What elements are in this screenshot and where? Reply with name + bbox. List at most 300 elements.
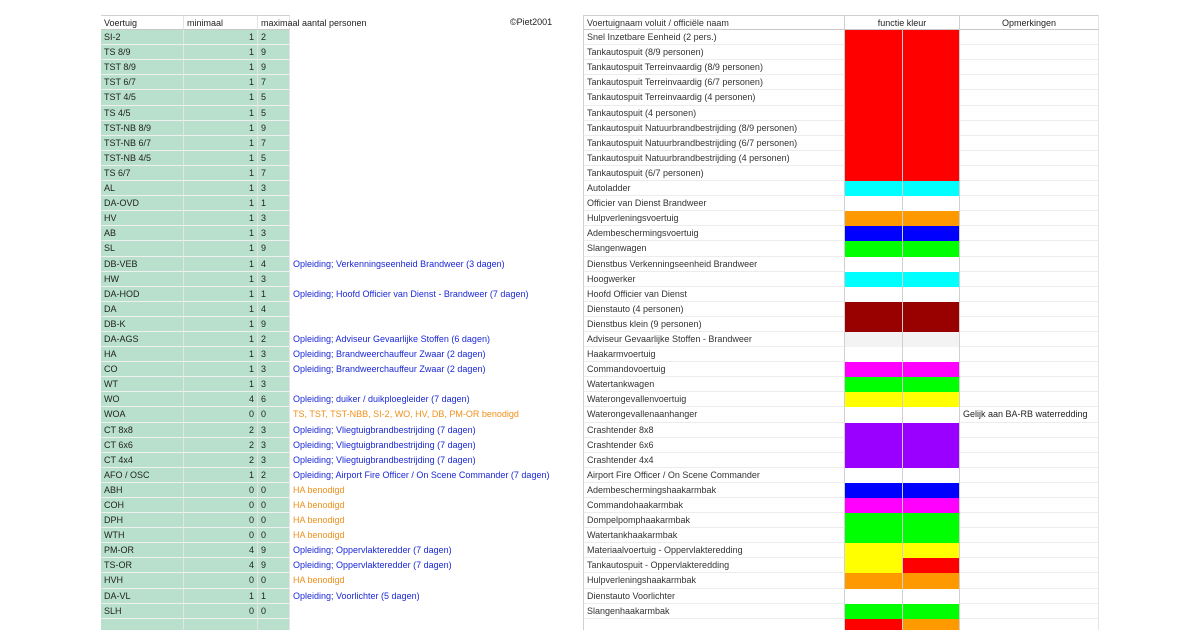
cell-functie-kleur-1[interactable] [845,166,903,181]
cell-voertuig[interactable]: TST-NB 4/5 [101,151,184,166]
cell-maximaal[interactable]: 2 [258,332,290,347]
cell-voertuig[interactable]: TS 4/5 [101,106,184,121]
cell-voertuignaam[interactable]: Tankautospuit Terreinvaardig (4 personen) [583,90,845,105]
cell-functie-kleur-1[interactable] [845,468,903,483]
cell-opmerkingen[interactable] [960,75,1099,90]
cell-maximaal[interactable]: 9 [258,558,290,573]
cell-minimaal[interactable]: 0 [184,513,258,528]
cell-voertuig[interactable]: DB-VEB [101,257,184,272]
cell-voertuig[interactable]: TST 8/9 [101,60,184,75]
cell-opmerkingen[interactable] [960,513,1099,528]
cell-minimaal[interactable]: 0 [184,528,258,543]
cell-voertuignaam[interactable]: Adembeschermingsvoertuig [583,226,845,241]
cell-maximaal[interactable]: 3 [258,377,290,392]
cell-opmerkingen[interactable] [960,302,1099,317]
cell-opmerking-opleiding[interactable] [290,604,583,619]
cell-maximaal[interactable]: 3 [258,347,290,362]
cell-voertuig[interactable]: TS-OR [101,558,184,573]
cell-voertuignaam[interactable]: Haakarmvoertuig [583,347,845,362]
cell-opmerking-opleiding[interactable] [290,211,583,226]
cell-voertuignaam[interactable]: Dienstbus klein (9 personen) [583,317,845,332]
cell-maximaal[interactable]: 6 [258,392,290,407]
cell-opmerkingen[interactable] [960,347,1099,362]
cell-functie-kleur-2[interactable] [903,196,960,211]
cell-opmerking-opleiding[interactable] [290,75,583,90]
cell-maximaal[interactable]: 9 [258,121,290,136]
cell-opmerkingen[interactable] [960,317,1099,332]
cell-functie-kleur-1[interactable] [845,287,903,302]
cell-opmerkingen[interactable] [960,528,1099,543]
cell-maximaal[interactable]: 9 [258,45,290,60]
cell-maximaal[interactable]: 7 [258,166,290,181]
cell-opmerkingen[interactable]: Gelijk aan BA-RB waterredding [960,407,1099,422]
cell-opmerkingen[interactable] [960,392,1099,407]
cell-functie-kleur-2[interactable] [903,302,960,317]
cell-maximaal[interactable]: 3 [258,423,290,438]
cell-opmerking-opleiding[interactable] [290,272,583,287]
cell-maximaal[interactable]: 0 [258,513,290,528]
cell-opmerkingen[interactable] [960,362,1099,377]
cell-opmerkingen[interactable] [960,558,1099,573]
cell-voertuig[interactable]: CT 6x6 [101,438,184,453]
cell-opmerkingen[interactable] [960,121,1099,136]
cell-opmerkingen[interactable] [960,604,1099,619]
cell-opmerking-opleiding[interactable]: HA benodigd [293,515,345,526]
cell-voertuig[interactable]: WOA [101,407,184,422]
cell-opmerking-opleiding[interactable] [290,45,583,60]
cell-maximaal[interactable]: 9 [258,543,290,558]
cell-opmerking-opleiding[interactable] [290,226,583,241]
cell-minimaal[interactable]: 1 [184,106,258,121]
cell-functie-kleur-1[interactable] [845,272,903,287]
cell-voertuignaam[interactable]: Tankautospuit Terreinvaardig (6/7 personen) [583,75,845,90]
cell-functie-kleur-2[interactable] [903,558,960,573]
cell-maximaal[interactable] [258,619,290,630]
cell-voertuignaam[interactable]: Dienstauto (4 personen) [583,302,845,317]
cell-maximaal[interactable]: 1 [258,287,290,302]
cell-functie-kleur-2[interactable] [903,392,960,407]
cell-voertuignaam[interactable]: Tankautospuit (4 personen) [583,106,845,121]
cell-maximaal[interactable]: 5 [258,106,290,121]
cell-functie-kleur-2[interactable] [903,543,960,558]
cell-minimaal[interactable]: 0 [184,407,258,422]
cell-voertuignaam[interactable]: Tankautospuit (6/7 personen) [583,166,845,181]
cell-maximaal[interactable]: 4 [258,302,290,317]
cell-opmerkingen[interactable] [960,287,1099,302]
cell-opmerkingen[interactable] [960,60,1099,75]
cell-maximaal[interactable]: 3 [258,181,290,196]
cell-functie-kleur-1[interactable] [845,121,903,136]
cell-voertuignaam[interactable]: Slangenhaakarmbak [583,604,845,619]
cell-functie-kleur-1[interactable] [845,181,903,196]
cell-minimaal[interactable]: 1 [184,257,258,272]
cell-maximaal[interactable]: 2 [258,468,290,483]
cell-functie-kleur-1[interactable] [845,75,903,90]
cell-voertuig[interactable]: CT 4x4 [101,453,184,468]
cell-opmerking-opleiding[interactable]: Opleiding; Vliegtuigbrandbestrijding (7 dagen) [293,439,476,450]
cell-functie-kleur-1[interactable] [845,453,903,468]
cell-functie-kleur-1[interactable] [845,438,903,453]
cell-maximaal[interactable]: 0 [258,407,290,422]
cell-maximaal[interactable]: 0 [258,483,290,498]
header-functie-kleur[interactable]: functie kleur [845,15,960,30]
cell-minimaal[interactable]: 1 [184,151,258,166]
cell-minimaal[interactable]: 0 [184,604,258,619]
cell-opmerking-opleiding[interactable]: Opleiding; Brandweerchauffeur Zwaar (2 dagen) [293,349,486,360]
cell-maximaal[interactable]: 1 [258,589,290,604]
cell-voertuignaam[interactable]: Tankautospuit Terreinvaardig (8/9 personen) [583,60,845,75]
cell-minimaal[interactable]: 1 [184,272,258,287]
cell-opmerkingen[interactable] [960,272,1099,287]
cell-minimaal[interactable]: 1 [184,166,258,181]
cell-opmerkingen[interactable] [960,151,1099,166]
cell-opmerkingen[interactable] [960,573,1099,588]
cell-voertuignaam[interactable]: Airport Fire Officer / On Scene Commander [583,468,845,483]
cell-voertuignaam[interactable]: Hoofd Officier van Dienst [583,287,845,302]
cell-functie-kleur-1[interactable] [845,543,903,558]
cell-voertuig[interactable]: TST-NB 8/9 [101,121,184,136]
cell-maximaal[interactable]: 7 [258,136,290,151]
cell-voertuig[interactable]: DA-HOD [101,287,184,302]
cell-minimaal[interactable]: 4 [184,543,258,558]
header-voertuignaam[interactable]: Voertuignaam voluit / officiële naam [583,15,845,30]
cell-maximaal[interactable]: 3 [258,272,290,287]
cell-voertuignaam[interactable]: Hoogwerker [583,272,845,287]
cell-functie-kleur-2[interactable] [903,136,960,151]
cell-maximaal[interactable]: 3 [258,438,290,453]
cell-opmerking-opleiding[interactable] [290,166,583,181]
cell-opmerking-opleiding[interactable]: Opleiding; Vliegtuigbrandbestrijding (7 dagen) [293,424,476,435]
cell-opmerkingen[interactable] [960,438,1099,453]
cell-opmerkingen[interactable] [960,423,1099,438]
cell-functie-kleur-2[interactable] [903,257,960,272]
cell-functie-kleur-1[interactable] [845,332,903,347]
cell-opmerkingen[interactable] [960,377,1099,392]
cell-opmerking-opleiding[interactable] [290,377,583,392]
cell-opmerkingen[interactable] [960,257,1099,272]
cell-functie-kleur-1[interactable] [845,136,903,151]
cell-voertuig[interactable]: TST-NB 6/7 [101,136,184,151]
cell-functie-kleur-1[interactable] [845,226,903,241]
cell-minimaal[interactable]: 1 [184,468,258,483]
cell-minimaal[interactable]: 4 [184,392,258,407]
cell-minimaal[interactable]: 1 [184,362,258,377]
cell-functie-kleur-2[interactable] [903,513,960,528]
cell-functie-kleur-2[interactable] [903,60,960,75]
cell-functie-kleur-1[interactable] [845,513,903,528]
cell-opmerking-opleiding[interactable] [290,302,583,317]
cell-voertuig[interactable]: DA [101,302,184,317]
cell-functie-kleur-1[interactable] [845,362,903,377]
cell-minimaal[interactable]: 4 [184,558,258,573]
cell-functie-kleur-1[interactable] [845,423,903,438]
cell-opmerking-opleiding[interactable] [290,106,583,121]
cell-opmerkingen[interactable] [960,181,1099,196]
cell-minimaal[interactable]: 1 [184,287,258,302]
header-opmerkingen[interactable]: Opmerkingen [960,15,1099,30]
cell-functie-kleur-2[interactable] [903,211,960,226]
cell-opmerkingen[interactable] [960,468,1099,483]
cell-opmerking-opleiding[interactable]: Opleiding; Adviseur Gevaarlijke Stoffen (6 dagen) [293,333,490,344]
cell-voertuignaam[interactable]: Watertankhaakarmbak [583,528,845,543]
cell-voertuig[interactable]: TST 4/5 [101,90,184,105]
cell-opmerkingen[interactable] [960,332,1099,347]
cell-functie-kleur-1[interactable] [845,377,903,392]
cell-functie-kleur-1[interactable] [845,302,903,317]
cell-maximaal[interactable]: 4 [258,257,290,272]
cell-minimaal[interactable]: 1 [184,136,258,151]
cell-voertuig[interactable]: CT 8x8 [101,423,184,438]
cell-functie-kleur-2[interactable] [903,332,960,347]
cell-voertuig[interactable]: AB [101,226,184,241]
cell-functie-kleur-1[interactable] [845,528,903,543]
cell-maximaal[interactable]: 5 [258,90,290,105]
cell-opmerking-opleiding[interactable] [290,196,583,211]
cell-functie-kleur-2[interactable] [903,407,960,422]
cell-voertuig[interactable]: ABH [101,483,184,498]
cell-minimaal[interactable]: 2 [184,423,258,438]
cell-opmerking-opleiding[interactable]: HA benodigd [293,575,345,586]
cell-voertuig[interactable]: WTH [101,528,184,543]
cell-functie-kleur-2[interactable] [903,90,960,105]
cell-maximaal[interactable]: 7 [258,75,290,90]
header-maximaal[interactable]: maximaal aantal personen [258,15,290,30]
cell-minimaal[interactable]: 1 [184,75,258,90]
cell-voertuignaam[interactable]: Dienstauto Voorlichter [583,589,845,604]
cell-maximaal[interactable]: 9 [258,317,290,332]
cell-voertuignaam[interactable]: Tankautospuit Natuurbrandbestrijding (6/7 personen) [583,136,845,151]
cell-maximaal[interactable]: 9 [258,241,290,256]
cell-functie-kleur-2[interactable] [903,272,960,287]
cell-voertuignaam[interactable]: Waterongevallenaanhanger [583,407,845,422]
cell-voertuig[interactable]: TS 6/7 [101,166,184,181]
cell-maximaal[interactable]: 5 [258,151,290,166]
cell-opmerking-opleiding[interactable] [290,181,583,196]
cell-functie-kleur-2[interactable] [903,226,960,241]
cell-maximaal[interactable]: 1 [258,196,290,211]
cell-opmerkingen[interactable] [960,45,1099,60]
cell-functie-kleur-1[interactable] [845,30,903,45]
cell-maximaal[interactable]: 0 [258,573,290,588]
cell-functie-kleur-1[interactable] [845,483,903,498]
cell-minimaal[interactable]: 1 [184,45,258,60]
cell-voertuignaam[interactable]: Waterongevallenvoertuig [583,392,845,407]
cell-functie-kleur-2[interactable] [903,438,960,453]
cell-opmerking-opleiding[interactable] [290,30,583,45]
cell-maximaal[interactable]: 9 [258,60,290,75]
cell-voertuig[interactable]: SI-2 [101,30,184,45]
cell-voertuignaam[interactable]: Crashtender 6x6 [583,438,845,453]
cell-functie-kleur-2[interactable] [903,241,960,256]
cell-voertuig[interactable]: HA [101,347,184,362]
cell-functie-kleur-1[interactable] [845,589,903,604]
cell-functie-kleur-2[interactable] [903,121,960,136]
cell-opmerking-opleiding[interactable] [290,90,583,105]
cell-minimaal[interactable]: 1 [184,589,258,604]
cell-functie-kleur-1[interactable] [845,407,903,422]
cell-voertuig[interactable]: HW [101,272,184,287]
cell-voertuignaam[interactable]: Adviseur Gevaarlijke Stoffen - Brandweer [583,332,845,347]
cell-opmerkingen[interactable] [960,241,1099,256]
cell-minimaal[interactable]: 0 [184,573,258,588]
cell-opmerkingen[interactable] [960,196,1099,211]
cell-minimaal[interactable]: 1 [184,241,258,256]
cell-voertuig[interactable]: TST 6/7 [101,75,184,90]
cell-minimaal[interactable]: 0 [184,483,258,498]
cell-voertuig[interactable]: WO [101,392,184,407]
cell-voertuignaam[interactable]: Adembeschermingshaakarmbak [583,483,845,498]
cell-functie-kleur-2[interactable] [903,377,960,392]
cell-functie-kleur-2[interactable] [903,151,960,166]
cell-opmerking-opleiding[interactable]: Opleiding; Vliegtuigbrandbestrijding (7 dagen) [293,454,476,465]
cell-opmerkingen[interactable] [960,543,1099,558]
cell-functie-kleur-2[interactable] [903,347,960,362]
cell-minimaal[interactable]: 1 [184,302,258,317]
cell-voertuig[interactable]: CO [101,362,184,377]
cell-opmerking-opleiding[interactable]: Opleiding; Verkenningseenheid Brandweer (3 dagen) [293,258,505,269]
cell-voertuig[interactable]: HV [101,211,184,226]
cell-opmerkingen[interactable] [960,30,1099,45]
cell-voertuignaam[interactable]: Crashtender 8x8 [583,423,845,438]
cell-opmerkingen[interactable] [960,90,1099,105]
cell-functie-kleur-2[interactable] [903,468,960,483]
cell-functie-kleur-1[interactable] [845,317,903,332]
cell-functie-kleur-2[interactable] [903,498,960,513]
cell-maximaal[interactable]: 3 [258,226,290,241]
cell-opmerking-opleiding[interactable]: HA benodigd [293,484,345,495]
cell-voertuig[interactable]: DB-K [101,317,184,332]
cell-voertuignaam[interactable]: Materiaalvoertuig - Oppervlakteredding [583,543,845,558]
cell-functie-kleur-2[interactable] [903,30,960,45]
cell-functie-kleur-1[interactable] [845,196,903,211]
cell-voertuig[interactable]: SL [101,241,184,256]
cell-functie-kleur-2[interactable] [903,181,960,196]
cell-opmerking-opleiding[interactable]: Opleiding; duiker / duikploegleider (7 dagen) [293,394,470,405]
cell-voertuig[interactable]: HVH [101,573,184,588]
cell-opmerkingen[interactable] [960,211,1099,226]
cell-voertuignaam[interactable]: Commandohaakarmbak [583,498,845,513]
cell-opmerkingen[interactable] [960,619,1099,630]
cell-functie-kleur-2[interactable] [903,166,960,181]
cell-maximaal[interactable]: 3 [258,362,290,377]
cell-voertuig[interactable]: WT [101,377,184,392]
cell-opmerkingen[interactable] [960,453,1099,468]
cell-maximaal[interactable]: 3 [258,211,290,226]
cell-voertuig[interactable]: SLH [101,604,184,619]
cell-functie-kleur-2[interactable] [903,45,960,60]
cell-voertuig[interactable] [101,619,184,630]
cell-functie-kleur-2[interactable] [903,423,960,438]
cell-voertuig[interactable]: DA-VL [101,589,184,604]
cell-voertuig[interactable]: TS 8/9 [101,45,184,60]
cell-functie-kleur-1[interactable] [845,619,903,630]
cell-opmerking-opleiding[interactable]: Opleiding; Hoofd Officier van Dienst - Brandweer (7 dagen) [293,288,529,299]
cell-opmerking-opleiding[interactable] [290,241,583,256]
header-voertuig[interactable]: Voertuig [101,15,184,30]
cell-maximaal[interactable]: 0 [258,604,290,619]
cell-functie-kleur-2[interactable] [903,362,960,377]
cell-functie-kleur-1[interactable] [845,498,903,513]
cell-functie-kleur-2[interactable] [903,619,960,630]
cell-voertuignaam[interactable]: Snel Inzetbare Eenheid (2 pers.) [583,30,845,45]
cell-voertuig[interactable]: COH [101,498,184,513]
cell-opmerking-opleiding[interactable] [290,151,583,166]
cell-opmerking-opleiding[interactable]: HA benodigd [293,530,345,541]
cell-functie-kleur-2[interactable] [903,528,960,543]
cell-voertuig[interactable]: AFO / OSC [101,468,184,483]
header-minimaal[interactable]: minimaal [184,15,258,30]
cell-opmerking-opleiding[interactable] [290,60,583,75]
cell-functie-kleur-1[interactable] [845,106,903,121]
cell-voertuignaam[interactable]: Tankautospuit - Oppervlakteredding [583,558,845,573]
cell-functie-kleur-2[interactable] [903,604,960,619]
cell-functie-kleur-1[interactable] [845,151,903,166]
cell-voertuig[interactable]: DPH [101,513,184,528]
cell-voertuignaam[interactable]: Crashtender 4x4 [583,453,845,468]
cell-voertuignaam[interactable]: Autoladder [583,181,845,196]
cell-minimaal[interactable]: 1 [184,196,258,211]
cell-opmerking-opleiding[interactable] [290,121,583,136]
cell-opmerking-opleiding[interactable]: Opleiding; Oppervlakteredder (7 dagen) [293,560,452,571]
cell-minimaal[interactable]: 1 [184,332,258,347]
cell-functie-kleur-1[interactable] [845,392,903,407]
cell-voertuignaam[interactable]: Dompelpomphaakarmbak [583,513,845,528]
cell-opmerkingen[interactable] [960,483,1099,498]
cell-maximaal[interactable]: 0 [258,498,290,513]
cell-voertuignaam[interactable]: Tankautospuit (8/9 personen) [583,45,845,60]
cell-opmerking-opleiding[interactable]: Opleiding; Brandweerchauffeur Zwaar (2 dagen) [293,364,486,375]
cell-functie-kleur-1[interactable] [845,211,903,226]
cell-functie-kleur-1[interactable] [845,558,903,573]
cell-minimaal[interactable]: 1 [184,121,258,136]
cell-minimaal[interactable]: 1 [184,30,258,45]
cell-voertuignaam[interactable]: Dienstbus Verkenningseenheid Brandweer [583,257,845,272]
cell-functie-kleur-2[interactable] [903,317,960,332]
cell-opmerking-opleiding[interactable] [290,317,583,332]
cell-opmerkingen[interactable] [960,226,1099,241]
cell-opmerkingen[interactable] [960,166,1099,181]
cell-functie-kleur-2[interactable] [903,106,960,121]
cell-functie-kleur-2[interactable] [903,75,960,90]
cell-opmerkingen[interactable] [960,106,1099,121]
cell-voertuignaam[interactable]: Hulpverleningshaakarmbak [583,573,845,588]
cell-functie-kleur-1[interactable] [845,60,903,75]
cell-functie-kleur-2[interactable] [903,483,960,498]
cell-maximaal[interactable]: 2 [258,30,290,45]
cell-voertuignaam[interactable]: Tankautospuit Natuurbrandbestrijding (8/9 personen) [583,121,845,136]
cell-minimaal[interactable]: 1 [184,377,258,392]
cell-functie-kleur-1[interactable] [845,45,903,60]
cell-functie-kleur-1[interactable] [845,257,903,272]
cell-voertuig[interactable]: DA-OVD [101,196,184,211]
cell-minimaal[interactable]: 1 [184,90,258,105]
cell-maximaal[interactable]: 3 [258,453,290,468]
cell-opmerkingen[interactable] [960,498,1099,513]
cell-voertuignaam[interactable]: Watertankwagen [583,377,845,392]
cell-opmerking-opleiding[interactable] [290,619,583,630]
cell-voertuignaam[interactable]: Tankautospuit Natuurbrandbestrijding (4 personen) [583,151,845,166]
cell-voertuignaam[interactable]: Hulpverleningsvoertuig [583,211,845,226]
cell-minimaal[interactable]: 1 [184,347,258,362]
cell-functie-kleur-2[interactable] [903,453,960,468]
cell-functie-kleur-2[interactable] [903,573,960,588]
cell-functie-kleur-1[interactable] [845,241,903,256]
cell-functie-kleur-1[interactable] [845,604,903,619]
cell-voertuignaam[interactable] [583,619,845,630]
cell-minimaal[interactable]: 0 [184,498,258,513]
cell-opmerking-opleiding[interactable]: Opleiding; Airport Fire Officer / On Scene Commander (7 dagen) [293,469,550,480]
cell-opmerking-opleiding[interactable]: Opleiding; Voorlichter (5 dagen) [293,590,420,601]
